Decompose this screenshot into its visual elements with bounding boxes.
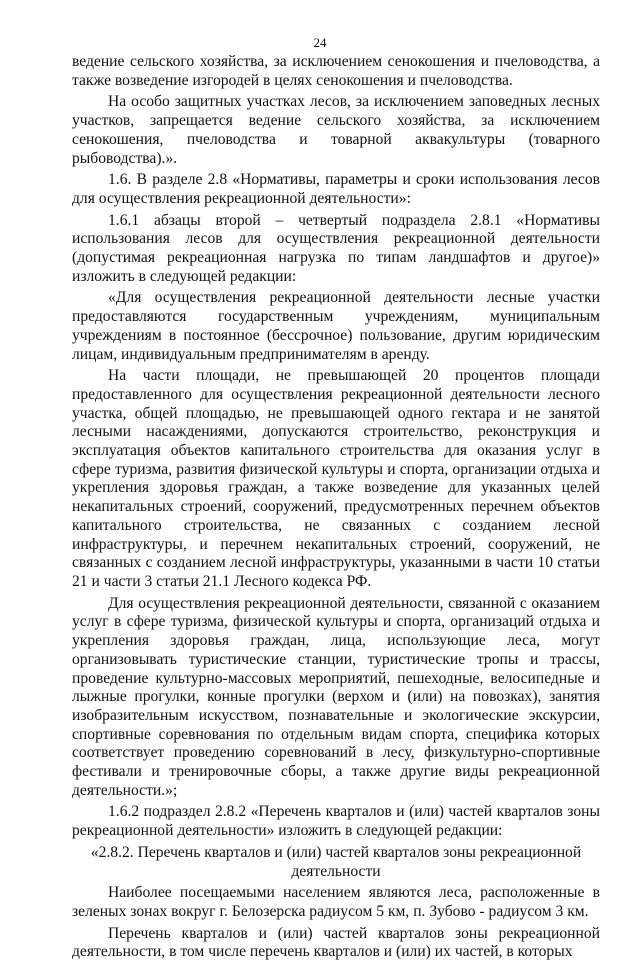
paragraph-section-1-6-2: 1.6.2 подраздел 2.8.2 «Перечень кварталов и (или) частей кварталов зоны рекреационной деятельности» изложить в следующей редакции: <box>72 803 600 840</box>
subsection-heading-2-8-2: «2.8.2. Перечень кварталов и (или) частей кварталов зоны рекреационной деятельности <box>90 843 582 880</box>
paragraph-recreation-activities: Для осуществления рекреационной деятельности, связанной с оказанием услуг в сфере туризма, физической культуры и спорта, организаций отдыха и укрепления здоровья граждан, лица, использующие леса, могут организовывать туристические станции, туристические тропы и трассы, проведение культурно-массовых мероприятий, пешеходные, велосипедные и лыжные прогулки, конные прогулки (верхом и (или) на повозках), занятия изобразительным искусством, познавательные и экологические экскурсии, спортивные соревнования по отдельным видам спорта, специфика которых соответствует проведению соревнований в лесу, физкультурно-спортивные фестивали и тренировочные сборы, а также другие виды рекреационной деятельности.»; <box>72 594 600 799</box>
page-number: 24 <box>313 35 327 50</box>
paragraph-continuation: ведение сельского хозяйства, за исключением сенокошения и пчеловодства, а также возведение изгородей в целях сенокошения и пчеловодства. <box>72 53 600 89</box>
paragraph-section-1-6: 1.6. В разделе 2.8 «Нормативы, параметры и сроки использования лесов для осуществления рекреационной деятельности»: <box>72 171 600 207</box>
document-body <box>72 53 600 965</box>
paragraph-quote-recreation-provision: «Для осуществления рекреационной деятельности лесные участки предоставляются государственным учреждениям, муниципальным учреждениям в постоянное (бессрочное) пользование, другим юридическим лицам, индивидуальным предпринимателям в аренду. <box>72 289 600 363</box>
paragraph-construction-allowance: На части площади, не превышающей 20 процентов площади предоставленного для осуществления рекреационной деятельности лесного участка, общей площадью, не превышающей одного гектара и не занятой лесными насаждениями, допускаются строительство, реконструкция и эксплуатация объектов капитального строительства для оказания услуг в сфере туризма, развития физической культуры и спорта, организации отдыха и укрепления здоровья граждан, а также возведение для указанных целей некапитальных строений, сооружений, предусмотренных перечнем объектов капитального строительства, не связанных с созданием лесной инфраструктуры, и перечнем некапитальных строений, сооружений, не связанных с созданием лесной инфраструктуры, указанными в части 10 статьи 21 и части 3 статьи 21.1 Лесного кодекса РФ. <box>72 367 600 590</box>
paragraph-protective-areas: На особо защитных участках лесов, за исключением заповедных лесных участков, запрещается ведение сельского хозяйства, за исключением сенокошения, пчеловодства и товарной аквакультуры (товарного рыбоводства).». <box>72 93 600 167</box>
paragraph-most-visited-forests: Наиболее посещаемыми населением являются леса, расположенные в зеленых зонах вокруг г. Белозерска радиусом 5 км, п. Зубово - радиусом 3 км. <box>72 884 600 920</box>
paragraph-section-1-6-1: 1.6.1 абзацы второй – четвертый подраздела 2.8.1 «Нормативы использования лесов для осуществления рекреационной деятельности (допустимая рекреационная нагрузка по типам ландшафтов и другое)» изложить в следующей редакции: <box>72 211 600 285</box>
paragraph-quarters-list: Перечень кварталов и (или) частей кварталов зоны рекреационной деятельности, в том числе перечень кварталов и (или) их частей, в которых <box>72 924 600 961</box>
